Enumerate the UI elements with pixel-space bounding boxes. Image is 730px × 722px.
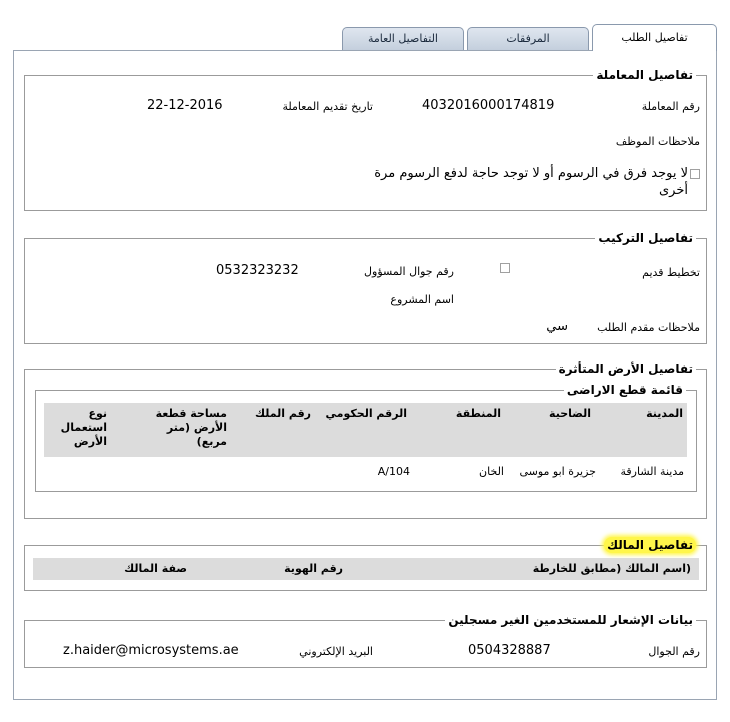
- transaction-number-value: 4032016000174819: [422, 98, 555, 113]
- submission-date-label: تاريخ تقديم المعاملة: [282, 100, 373, 113]
- responsible-mobile-value: 0532323232: [216, 263, 299, 278]
- plots-list-legend: قائمة قطع الاراضى: [564, 382, 686, 398]
- notification-legend: بيانات الإشعار للمستخدمين الغير مسجلين: [445, 612, 696, 628]
- installation-details-section: [24, 231, 707, 344]
- submission-date-value: 22-12-2016: [147, 98, 223, 113]
- old-plan-label: تخطيط قديم: [642, 266, 700, 279]
- notification-email-value: z.haider@microsystems.ae: [63, 643, 239, 658]
- project-name-label: اسم المشروع: [390, 293, 454, 306]
- transaction-details-legend: تفاصيل المعاملة: [593, 67, 696, 83]
- plots-list-section: [35, 383, 697, 492]
- notification-mobile-label: رقم الجوال: [648, 645, 700, 658]
- col-owner-capacity: صفة المالك: [124, 562, 187, 575]
- col-land-use: نوع استعمال الأرض: [60, 407, 107, 448]
- col-plot-area: مساحة قطعة الأرض (متر مربع): [155, 407, 227, 448]
- col-gov-number: الرقم الحكومي: [325, 407, 407, 420]
- fee-checkbox-label: لا يوجد فرق في الرسوم أو لا توجد حاجة لدفع الرسوم مرة أخرى: [374, 166, 688, 198]
- col-suburb: الضاحية: [549, 407, 591, 420]
- responsible-mobile-label: رقم جوال المسؤول: [364, 265, 454, 278]
- installation-details-legend: تفاصيل التركيب: [595, 230, 696, 246]
- col-owner-name: (اسم المالك (مطابق للخارطة: [532, 562, 691, 575]
- notification-email-label: البريد الإلكتروني: [299, 645, 373, 658]
- tab-request-details[interactable]: تفاصيل الطلب: [592, 24, 717, 51]
- plots-table-header: [44, 403, 687, 457]
- applicant-notes-label: ملاحظات مقدم الطلب: [597, 321, 700, 334]
- affected-land-legend: تفاصيل الأرض المتأثرة: [556, 361, 696, 377]
- cell-area: الخان: [479, 465, 504, 478]
- col-area: المنطقة: [455, 407, 501, 420]
- owner-details-legend: تفاصيل المالك: [604, 537, 696, 553]
- tab-panel: [13, 50, 717, 700]
- notification-section: [24, 613, 707, 668]
- old-plan-checkbox[interactable]: [500, 263, 510, 273]
- transaction-details-section: [24, 68, 707, 211]
- cell-suburb: جزيرة ابو موسى: [519, 465, 596, 478]
- affected-land-section: [24, 362, 707, 519]
- cell-city: مدينة الشارقة: [620, 465, 684, 478]
- applicant-notes-value: سي: [546, 319, 568, 334]
- owner-details-section: [24, 538, 707, 591]
- employee-notes-label: ملاحظات الموظف: [615, 135, 700, 148]
- tab-general-details[interactable]: التفاصيل العامة: [342, 27, 464, 50]
- owner-table-header: [33, 558, 699, 580]
- notification-mobile-value: 0504328887: [468, 643, 551, 658]
- col-id-number: رقم الهوية: [284, 562, 343, 575]
- fee-checkbox[interactable]: [690, 169, 700, 179]
- col-owner-number: رقم الملك: [255, 407, 311, 420]
- tab-attachments[interactable]: المرفقات: [467, 27, 589, 50]
- col-city: المدينة: [646, 407, 683, 420]
- cell-gov-number: A/104: [377, 465, 410, 478]
- transaction-number-label: رقم المعاملة: [641, 100, 700, 113]
